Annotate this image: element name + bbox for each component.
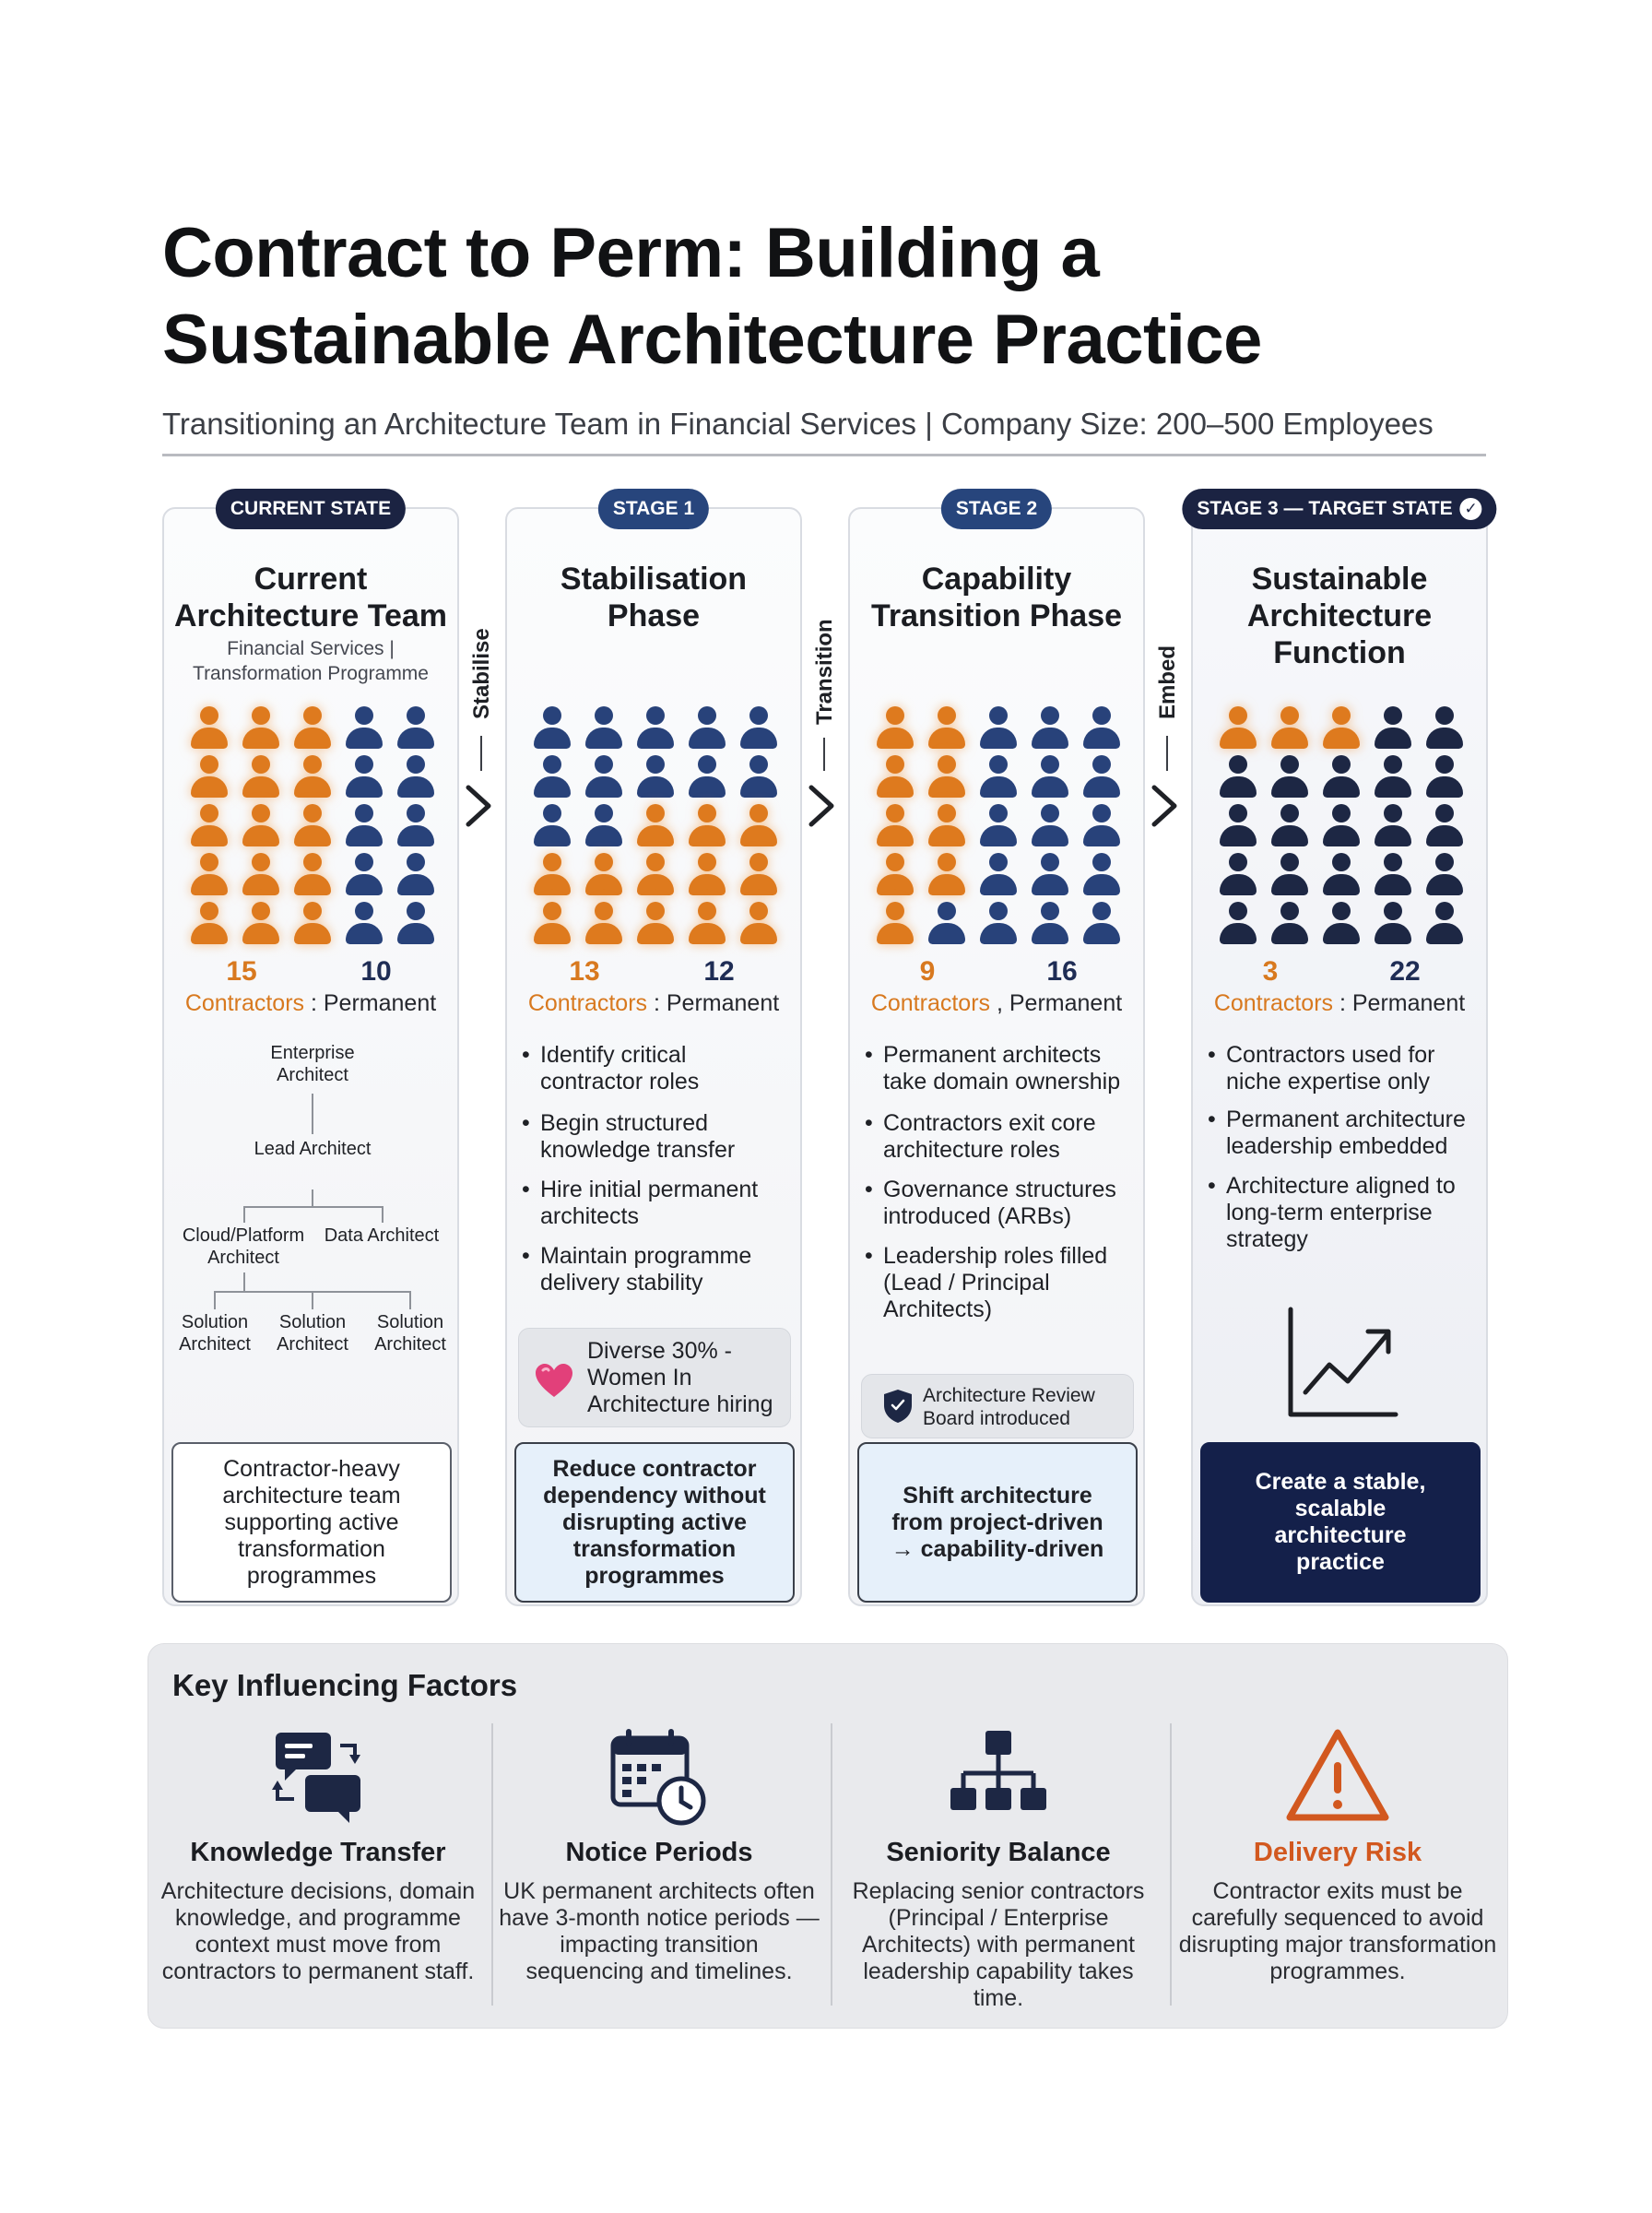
contractor-person-icon <box>686 853 728 897</box>
contractor-person-icon <box>188 853 230 897</box>
factor-description: Architecture decisions, domain knowledge, and programme context must move from contractors to permanent staff. <box>160 1878 476 1984</box>
permanent-person-icon <box>343 706 385 751</box>
factor-knowledge-transfer <box>148 1718 488 2011</box>
contractor-person-icon <box>188 706 230 751</box>
chevron-right-icon <box>806 784 837 828</box>
permanent-person-icon <box>343 853 385 897</box>
permanent-count: 12 <box>703 956 735 987</box>
org-node-solution: Solution Architect <box>374 1312 446 1355</box>
page-title <box>162 210 1490 384</box>
org-connector <box>214 1291 216 1309</box>
header-divider <box>162 454 1486 456</box>
permanent-person-icon <box>1080 853 1123 897</box>
contractor-count: 15 <box>226 956 257 987</box>
permanent-person-icon <box>1080 902 1123 946</box>
contractor-person-icon <box>874 804 916 848</box>
shield-icon <box>882 1388 914 1425</box>
contractor-person-icon <box>926 804 968 848</box>
transition-arrow-transition <box>802 599 848 876</box>
permanent-person-icon <box>738 755 780 799</box>
org-chart <box>164 1042 461 1392</box>
permanent-count: 10 <box>360 956 392 987</box>
permanent-person-icon <box>1320 755 1363 799</box>
org-connector <box>382 1206 384 1223</box>
transition-arrow-stabilise <box>459 599 505 876</box>
permanent-person-icon <box>1320 902 1363 946</box>
factor-description: Replacing senior contractors (Principal / Enterprise Architects) with permanent leadership capability takes time. <box>852 1878 1145 2011</box>
permanent-person-icon <box>1423 755 1466 799</box>
transition-label: Transition <box>812 619 837 725</box>
permanent-person-icon <box>977 853 1020 897</box>
ratio-label: Contractors : Permanent <box>184 990 437 1016</box>
list-item: • Governance structures introduced (ARBs) <box>865 1177 1138 1230</box>
permanent-person-icon <box>686 706 728 751</box>
org-connector <box>243 1206 384 1208</box>
factor-name: Notice Periods <box>565 1838 753 1867</box>
org-connector <box>409 1291 411 1309</box>
contractor-person-icon <box>1217 706 1259 751</box>
contractor-person-icon <box>188 804 230 848</box>
permanent-person-icon <box>1029 853 1071 897</box>
list-item: • Contractors exit core architecture roles <box>865 1110 1138 1164</box>
permanent-person-icon <box>1372 706 1414 751</box>
permanent-person-icon <box>634 755 677 799</box>
callout-text: Diverse 30% -Women In Architecture hiring <box>587 1338 773 1417</box>
key-factors-panel <box>148 1643 1508 2029</box>
transition-label: Embed <box>1155 645 1180 719</box>
team-ratio <box>164 955 457 1022</box>
permanent-person-icon <box>1320 804 1363 848</box>
permanent-person-icon <box>1372 804 1414 848</box>
org-chart-icon <box>943 1725 1054 1834</box>
permanent-person-icon <box>977 902 1020 946</box>
permanent-person-icon <box>926 902 968 946</box>
contractor-person-icon <box>240 853 282 897</box>
org-connector <box>243 1206 245 1223</box>
contractor-person-icon <box>531 853 573 897</box>
contractor-person-icon <box>874 853 916 897</box>
contractor-person-icon <box>634 902 677 946</box>
column-summary: Contractor-heavy architecture team supporting active transformation programmes <box>171 1442 452 1603</box>
permanent-person-icon <box>1372 755 1414 799</box>
team-ratio <box>1193 955 1486 1022</box>
list-item: • Contractors used for niche expertise only <box>1208 1042 1481 1095</box>
stage-1-badge: STAGE 1 <box>598 489 709 529</box>
permanent-person-icon <box>531 804 573 848</box>
contractor-person-icon <box>686 902 728 946</box>
contractor-person-icon <box>188 902 230 946</box>
permanent-person-icon <box>395 706 437 751</box>
org-node-enterprise: Enterprise Architect <box>270 1043 355 1085</box>
column-title: Sustainable Architecture Function <box>1246 562 1433 670</box>
transition-label: Stabilise <box>469 628 494 719</box>
factor-name: Delivery Risk <box>1253 1838 1422 1867</box>
team-composition-grid <box>188 706 437 948</box>
list-item: • Permanent architects take domain ownership <box>865 1042 1138 1095</box>
contractor-person-icon <box>240 706 282 751</box>
contractor-person-icon <box>291 853 334 897</box>
permanent-person-icon <box>686 755 728 799</box>
header <box>162 210 1490 444</box>
current-state-column <box>162 498 459 1606</box>
diversity-callout <box>518 1328 791 1427</box>
callout-text: Architecture Review Board introduced <box>923 1385 1095 1429</box>
factor-delivery-risk <box>1168 1718 1507 2011</box>
contractor-person-icon <box>583 902 625 946</box>
ratio-label: Contractors , Permanent <box>870 990 1123 1016</box>
permanent-person-icon <box>343 755 385 799</box>
title-line-1: Contract to Perm: Building a <box>162 214 1100 292</box>
ratio-label: Contractors : Permanent <box>527 990 780 1016</box>
permanent-person-icon <box>1080 804 1123 848</box>
contractor-person-icon <box>874 755 916 799</box>
permanent-person-icon <box>977 804 1020 848</box>
org-node-solution: Solution Architect <box>277 1312 348 1355</box>
permanent-person-icon <box>1423 902 1466 946</box>
contractor-person-icon <box>634 853 677 897</box>
growth-chart-icon <box>1281 1304 1401 1424</box>
org-node-solution: Solution Architect <box>179 1312 251 1355</box>
org-connector <box>312 1291 313 1309</box>
title-line-2: Sustainable Architecture Practice <box>162 301 1262 379</box>
permanent-person-icon <box>531 706 573 751</box>
list-item: • Maintain programme delivery stability <box>522 1243 795 1296</box>
contractor-count: 9 <box>919 956 936 987</box>
factor-name: Knowledge Transfer <box>190 1838 446 1867</box>
org-connector <box>312 1094 313 1134</box>
factor-description: Contractor exits must be carefully sequenced to avoid disrupting major transformation programmes. <box>1178 1878 1497 1984</box>
transition-line <box>480 736 482 771</box>
permanent-person-icon <box>531 755 573 799</box>
permanent-person-icon <box>395 804 437 848</box>
permanent-person-icon <box>1423 706 1466 751</box>
contractor-person-icon <box>583 853 625 897</box>
chat-exchange-icon <box>263 1725 373 1834</box>
contractor-person-icon <box>738 853 780 897</box>
heart-icon <box>534 1362 574 1399</box>
permanent-person-icon <box>1029 804 1071 848</box>
page-subtitle: Transitioning an Architecture Team in Financial Services | Company Size: 200–500 Employees <box>162 407 1434 441</box>
permanent-person-icon <box>1029 902 1071 946</box>
team-ratio <box>850 955 1143 1022</box>
target-state-badge: STAGE 3 — TARGET STATE ✓ <box>1182 489 1496 529</box>
contractor-person-icon <box>926 706 968 751</box>
contractor-person-icon <box>1320 706 1363 751</box>
permanent-person-icon <box>1372 853 1414 897</box>
permanent-person-icon <box>977 755 1020 799</box>
permanent-person-icon <box>1217 902 1259 946</box>
team-composition-grid <box>874 706 1123 948</box>
list-item: • Begin structured knowledge transfer <box>522 1110 795 1164</box>
permanent-person-icon <box>1029 755 1071 799</box>
column-title: Capability Transition Phase <box>870 562 1123 633</box>
permanent-person-icon <box>343 804 385 848</box>
contractor-person-icon <box>240 804 282 848</box>
warning-triangle-icon <box>1282 1725 1393 1834</box>
permanent-person-icon <box>1217 853 1259 897</box>
permanent-person-icon <box>1423 804 1466 848</box>
contractor-person-icon <box>291 706 334 751</box>
contractor-person-icon <box>291 902 334 946</box>
permanent-person-icon <box>1029 706 1071 751</box>
org-node-data: Data Architect <box>324 1225 440 1246</box>
stage-1-column <box>505 498 802 1606</box>
factors-title: Key Influencing Factors <box>172 1668 518 1702</box>
contractor-person-icon <box>926 755 968 799</box>
column-subtitle: Financial Services | Transformation Programme <box>193 638 429 684</box>
list-item: • Hire initial permanent architects <box>522 1177 795 1230</box>
chevron-right-icon <box>1149 784 1180 828</box>
arb-callout <box>861 1374 1134 1438</box>
contractor-person-icon <box>291 755 334 799</box>
contractor-person-icon <box>634 804 677 848</box>
transition-arrow-embed <box>1145 599 1191 876</box>
permanent-person-icon <box>1217 804 1259 848</box>
team-ratio <box>507 955 800 1022</box>
contractor-count: 13 <box>569 956 600 987</box>
permanent-person-icon <box>583 804 625 848</box>
permanent-person-icon <box>738 706 780 751</box>
permanent-person-icon <box>395 853 437 897</box>
contractor-person-icon <box>874 706 916 751</box>
team-composition-grid <box>531 706 780 948</box>
contractor-person-icon <box>188 755 230 799</box>
contractor-count: 3 <box>1262 956 1279 987</box>
contractor-person-icon <box>738 902 780 946</box>
chevron-right-icon <box>463 784 494 828</box>
permanent-person-icon <box>1372 902 1414 946</box>
org-node-cloud: Cloud/Platform Architect <box>182 1225 305 1268</box>
column-summary: Shift architecture from project-driven → capability-driven <box>857 1442 1138 1603</box>
contractor-person-icon <box>926 853 968 897</box>
transition-line <box>1166 736 1168 771</box>
column-summary: Reduce contractor dependency without disrupting active transformation programmes <box>514 1442 795 1603</box>
permanent-person-icon <box>583 706 625 751</box>
permanent-person-icon <box>1217 755 1259 799</box>
contractor-person-icon <box>686 804 728 848</box>
factor-seniority-balance <box>829 1718 1168 2011</box>
permanent-person-icon <box>1268 853 1311 897</box>
list-item: • Architecture aligned to long-term enterprise strategy <box>1208 1173 1481 1253</box>
permanent-count: 22 <box>1389 956 1421 987</box>
contractor-person-icon <box>291 804 334 848</box>
permanent-person-icon <box>977 706 1020 751</box>
permanent-person-icon <box>583 755 625 799</box>
org-connector <box>312 1189 313 1206</box>
list-item: • Leadership roles filled (Lead / Principal Architects) <box>865 1243 1138 1323</box>
column-title: Stabilisation Phase <box>560 562 748 633</box>
org-node-lead: Lead Architect <box>254 1139 372 1159</box>
list-item: • Identify critical contractor roles <box>522 1042 795 1095</box>
column-summary: Create a stable, scalable architecture practice <box>1200 1442 1481 1603</box>
target-state-column <box>1191 498 1488 1606</box>
stage-2-column <box>848 498 1145 1606</box>
permanent-person-icon <box>1268 902 1311 946</box>
permanent-person-icon <box>395 755 437 799</box>
contractor-person-icon <box>874 902 916 946</box>
permanent-person-icon <box>1268 804 1311 848</box>
permanent-person-icon <box>1080 706 1123 751</box>
contractor-person-icon <box>1268 706 1311 751</box>
factor-notice-periods <box>490 1718 829 2011</box>
factor-description: UK permanent architects often have 3-month notice periods — impacting transition sequencing and timelines. <box>499 1878 820 1984</box>
team-composition-grid <box>1217 706 1466 948</box>
contractor-person-icon <box>240 902 282 946</box>
contractor-person-icon <box>240 755 282 799</box>
org-connector <box>243 1272 245 1291</box>
permanent-person-icon <box>1268 755 1311 799</box>
current-state-badge: CURRENT STATE <box>216 489 406 529</box>
contractor-person-icon <box>531 902 573 946</box>
transition-line <box>823 738 825 771</box>
permanent-person-icon <box>1423 853 1466 897</box>
calendar-clock-icon <box>604 1725 714 1834</box>
list-item: • Permanent architecture leadership embedded <box>1208 1106 1481 1160</box>
permanent-person-icon <box>395 902 437 946</box>
permanent-person-icon <box>634 706 677 751</box>
permanent-person-icon <box>1320 853 1363 897</box>
stage-2-badge: STAGE 2 <box>941 489 1052 529</box>
permanent-person-icon <box>343 902 385 946</box>
permanent-person-icon <box>1080 755 1123 799</box>
column-title: Current Architecture Team <box>173 562 448 633</box>
permanent-count: 16 <box>1046 956 1078 987</box>
factor-name: Seniority Balance <box>886 1838 1111 1867</box>
check-circle-icon: ✓ <box>1460 498 1482 520</box>
contractor-person-icon <box>738 804 780 848</box>
ratio-label: Contractors : Permanent <box>1213 990 1466 1016</box>
